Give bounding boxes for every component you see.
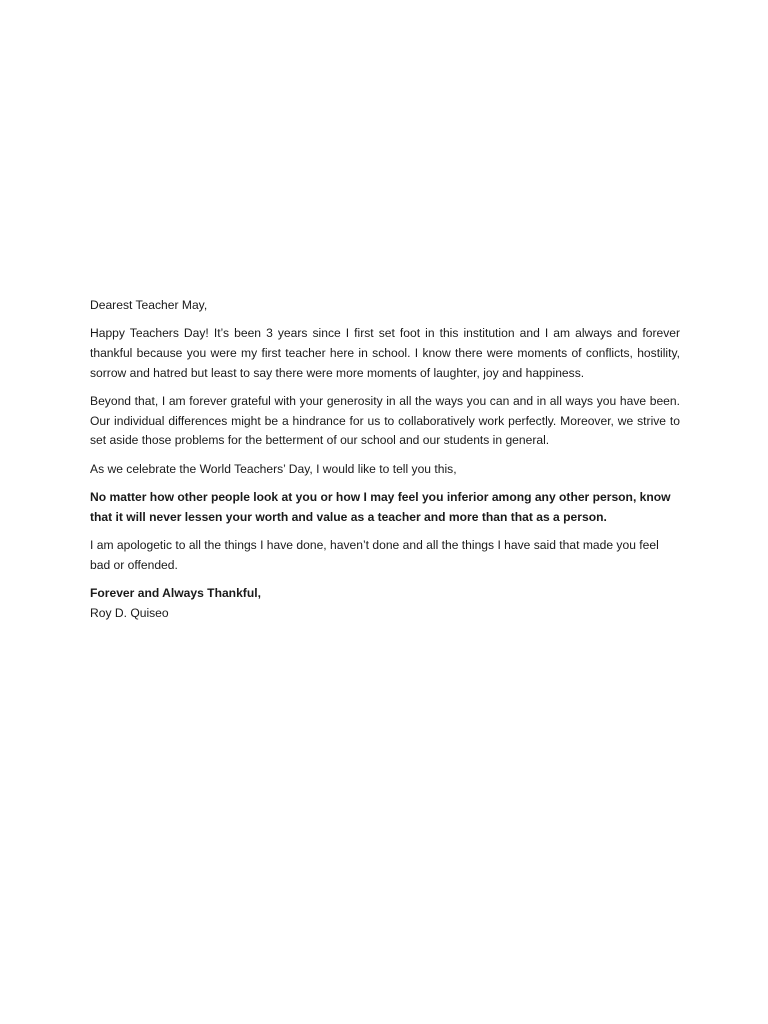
letter-paragraph-apology: I am apologetic to all the things I have done, haven’t done and all the things I have said that made you feel bad or offended. xyxy=(90,537,659,572)
letter-paragraph-gratitude: Beyond that, I am forever grateful with your generosity in all the ways you can and in all ways you have been. Our individual differences might be a hindrance for us to collaboratively work perfectly. Moreover, we strive to set aside those problems for the betterment of our school and our students in general. xyxy=(90,393,680,448)
letter-closing: Forever and Always Thankful, xyxy=(90,585,261,600)
letter-signoff xyxy=(90,584,680,623)
letter-paragraph-message: No matter how other people look at you or how I may feel you inferior among any other person, know that it will never lessen your worth and value as a teacher and more than that as a person. xyxy=(90,489,671,524)
letter-paragraph-greeting: Happy Teachers Day! It’s been 3 years since I first set foot in this institution and I am always and forever thankful because you were my first teacher here in school. I know there were moments of conflicts, hostility, sorrow and hatred but least to say there were more moments of laughter, joy and happiness. xyxy=(90,326,680,380)
letter-signature-name: Roy D. Quiseo xyxy=(90,605,169,620)
letter-salutation: Dearest Teacher May, xyxy=(90,298,208,312)
letter-paragraph-intro: As we celebrate the World Teachers’ Day, I would like to tell you this, xyxy=(90,461,457,476)
letter-body xyxy=(90,296,680,623)
